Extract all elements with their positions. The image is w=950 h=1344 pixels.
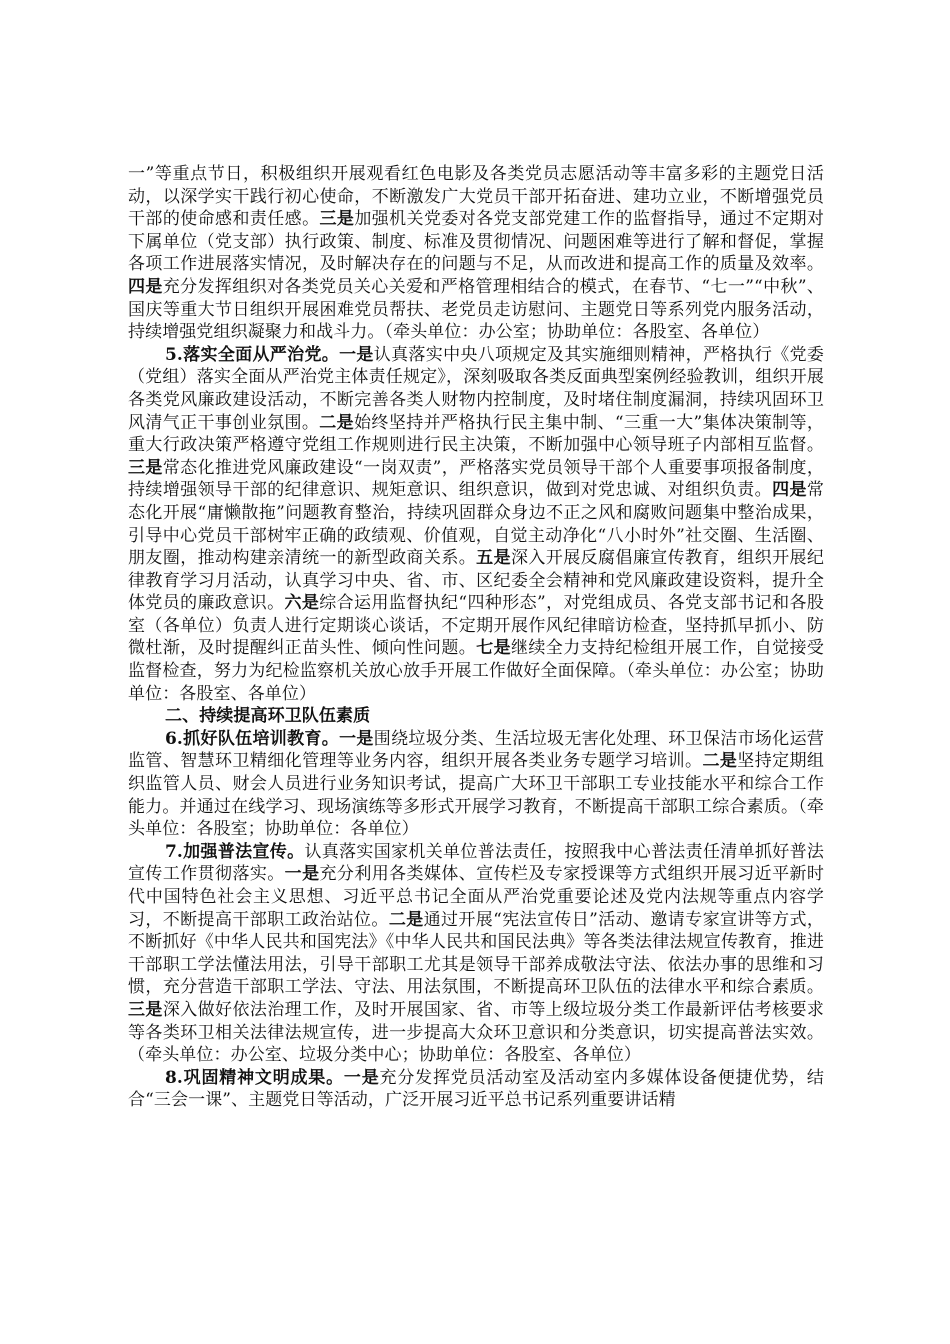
bold-marker: 五是	[476, 548, 511, 569]
paragraph-item-6	[128, 728, 824, 841]
text-run: 认真落实中央八项规定及其实施细则精神，严格执行《党委（党组）落实全面从严治党主体责任规定》，深刻吸取各类反面典型案例经验教训，组织开展各类党风廉政建设活动，不断完善各类人财物内控制度，及时堵住制度漏洞，持续巩固环卫风清气正干事创业氛围。	[128, 344, 825, 433]
section-heading	[128, 705, 824, 728]
bold-marker: 七是	[476, 638, 511, 659]
bold-marker: 一是	[284, 864, 320, 885]
text-run: 认真落实国家机关单位普法责任，按照我中心普法责任清单抓好普法宣传工作贯彻落实。	[128, 841, 824, 885]
item-heading: 7.加强普法宣传。	[165, 841, 305, 862]
bold-marker: 二是	[319, 412, 355, 433]
text-run: 综合运用监督执纪“四种形态”，对党组成员、各党支部书记和各股室（各单位）负责人进行定期谈心谈话，不定期开展作风纪律暗访检查，坚持抓早抓小、防微杜渐，及时提醒纠正苗头性、倾向性问题。	[128, 593, 824, 659]
bold-marker: 三是	[319, 209, 355, 230]
item-heading: 8.巩固精神文明成果。一是	[165, 1067, 380, 1088]
paragraph-item-7	[128, 841, 824, 1067]
text-run: 常态化推进党风廉政建设“一岗双责”，严格落实党员领导干部个人重要事项报备制度，持续增强领导干部的纪律意识、规矩意识、组织意识，做到对党忠诚、对组织负责。	[128, 457, 825, 501]
paragraph-item-5	[128, 344, 824, 706]
text-run: 加强机关党委对各党支部党建工作的监督指导，通过不定期对下属单位（党支部）执行政策、制度、标准及贯彻情况、问题困难等进行了解和督促，掌握各项工作进展落实情况，及时解决存在的问题与不足，从而改进和提高工作的质量及效率。	[128, 209, 825, 275]
paragraph-party-activities	[128, 163, 824, 344]
bold-marker: 四是	[772, 480, 807, 501]
text-run: 通过开展“宪法宣传日”活动、邀请专家宣讲等方式，不断抓好《中华人民共和国宪法》《中华人民共和国民法典》等各类法律法规宣传教育，推进干部职工学法懂法用法，引导干部职工尤其是领导干部养成敬法守法、依法办事的思维和习惯，充分营造干部职工学法、守法、用法氛围，不断提高环卫队伍的法律水平和综合素质。	[128, 909, 825, 998]
bold-marker: 二是	[702, 751, 738, 772]
bold-marker: 三是	[128, 457, 163, 478]
bold-marker: 四是	[128, 276, 163, 297]
text-run: 充分发挥党员活动室及活动室内多媒体设备便捷优势，结合“三会一课”、主题党日等活动，广泛开展习近平总书记系列重要讲话精	[128, 1067, 824, 1111]
text-run: 围绕垃圾分类、生活垃圾无害化处理、环卫保洁市场化运营监管、智慧环卫精细化管理等业务内容，组织开展各类业务专题学习培训。	[128, 728, 825, 772]
bold-marker: 二是	[388, 909, 424, 930]
text-run: 一”等重点节日，积极组织开展观看红色电影及各类党员志愿活动等丰富多彩的主题党日活动，以深学实干践行初心使命，不断激发广大党员干部开拓奋进、建功立业，不断增强党员干部的使命感和责任感。	[128, 164, 824, 230]
text-run: 坚持定期组织监管人员、财会人员进行业务知识考试，提高广大环卫干部职工专业技能水平和综合工作能力。并通过在线学习、现场演练等多形式开展学习教育，不断提高干部职工综合素质。（牵头单位：各股室；协助单位：各单位）	[128, 751, 825, 840]
text-run: 始终坚持并严格执行民主集中制、“三重一大”集体决策制等，重大行政决策严格遵守党组工作规则进行民主决策，不断加强中心领导班子内部相互监督。	[128, 412, 824, 456]
item-heading: 6.抓好队伍培训教育。一是	[165, 728, 374, 749]
text-run: 深入开展反腐倡廉宣传教育，组织开展纪律教育学习月活动，认真学习中央、省、市、区纪委全会精神和党风廉政建设资料，提升全体党员的廉政意识。	[128, 548, 825, 614]
bold-marker: 三是	[128, 999, 163, 1020]
text-run: 充分发挥组织对各类党员关心关爱和严格管理相结合的模式，在春节、“七一”“中秋”、国庆等重大节日组织开展困难党员帮扶、老党员走访慰问、主题党日等系列党内服务活动，持续增强党组织凝聚力和战斗力。（牵头单位：办公室；协助单位：各股室、各单位）	[128, 276, 825, 343]
text-run: 继续全力支持纪检组开展工作，自觉接受监督检查，努力为纪检监察机关放心放手开展工作做好全面保障。（牵头单位：办公室；协助单位：各股室、各单位）	[128, 638, 825, 704]
item-heading: 5.落实全面从严治党。一是	[165, 344, 374, 365]
document-page	[128, 163, 824, 1112]
bold-marker: 六是	[284, 593, 320, 614]
section-title: 二、持续提高环卫队伍素质	[165, 706, 371, 727]
text-run: 常态化开展“庸懒散拖”问题教育整治，持续巩固群众身边不正之风和腐败问题集中整治成果，引导中心党员干部树牢正确的政绩观、价值观，自觉主动净化“八小时外”社交圈、生活圈、朋友圈，推动构建亲清统一的新型政商关系。	[128, 480, 825, 569]
text-run: 充分利用各类媒体、宣传栏及专家授课等方式组织开展习近平新时代中国特色社会主义思想、习近平总书记全面从严治党重要论述及党内法规等重点内容学习，不断提高干部职工政治站位。	[128, 864, 825, 930]
paragraph-item-8	[128, 1067, 824, 1112]
text-run: 深入做好依法治理工作，及时开展国家、省、市等上级垃圾分类工作最新评估考核要求等各类环卫相关法律法规宣传，进一步提高大众环卫意识和分类意识，切实提高普法实效。（牵头单位：办公室、垃圾分类中心；协助单位：各股室、各单位）	[128, 999, 824, 1066]
